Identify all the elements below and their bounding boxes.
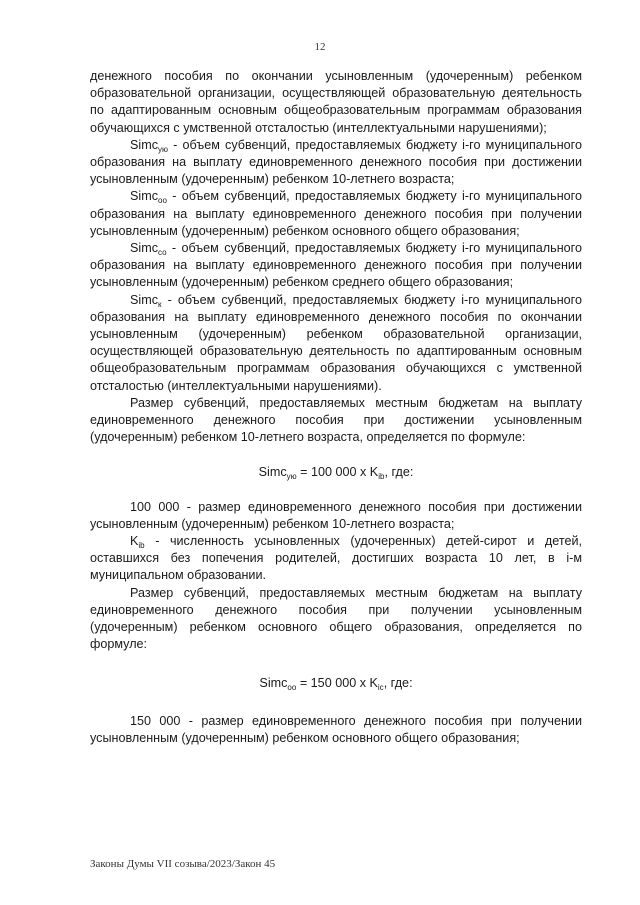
definition-text: - численность усыновленных (удочеренных) детей-сирот и детей, оставшихся без попечения родителей, достигших возраста 10 лет, в i-м муниципальном образовании. xyxy=(90,534,582,583)
formula-subscript: ую xyxy=(286,472,297,482)
definition-paragraph xyxy=(90,533,582,585)
formula-subscript: ib xyxy=(378,472,385,482)
definition-paragraph xyxy=(90,240,582,292)
formula-symbol: Simc xyxy=(259,675,288,690)
formula-subscript: оо xyxy=(287,682,297,692)
definition-text: - объем субвенций, предоставляемых бюджету i-го муниципального образования на выплату единовременного денежного пособия при достижении усыновленным (удочеренным) ребенком 10-летнего возраста; xyxy=(90,137,582,187)
symbol-subscript: со xyxy=(158,248,167,258)
definition-text: - объем субвенций, предоставляемых бюджету i-го муниципального образования на выплату единовременного денежного пособия при получении усыновленным (удочеренным) ребенком основного общего образования; xyxy=(90,189,582,238)
symbol: Simc xyxy=(130,292,158,307)
formula-body: = 100 000 x K xyxy=(296,465,379,480)
formula-symbol: Simc xyxy=(258,465,287,480)
page-number: 12 xyxy=(314,41,326,53)
definition-text: - объем субвенций, предоставляемых бюджету i-го муниципального образования на выплату единовременного денежного пособия при получении усыновленным (удочеренным) ребенком среднего общего образования; xyxy=(90,241,582,290)
formula-2 xyxy=(90,675,582,692)
symbol: Simc xyxy=(130,137,158,152)
document-body xyxy=(90,68,582,747)
definition-text: - объем субвенций, предоставляемых бюджету i-го муниципального образования на выплату единовременного денежного пособия по окончании усыновленным (удочеренным) ребенком образовательной организации, осуществляющей образовательную деятельность по адаптированным основным общеобразовательным программам образования обучающихся с умственной отсталостью (интеллектуальными нарушениями). xyxy=(90,292,582,393)
footer: Законы Думы VII созыва/2023/Закон 45 xyxy=(90,858,276,870)
symbol: Simc xyxy=(130,189,158,204)
definition-paragraph xyxy=(90,292,582,395)
formula-body: = 150 000 x K xyxy=(296,675,378,690)
paragraph: Размер субвенций, предоставляемых местным бюджетам на выплату единовременного денежного пособия при достижении усыновленным (удочеренным) ребенком 10-летнего возраста, определяется по формуле: xyxy=(90,395,582,445)
formula-1 xyxy=(90,464,582,481)
symbol: Simc xyxy=(130,241,158,256)
symbol-subscript: ib xyxy=(138,541,145,551)
paragraph: Размер субвенций, предоставляемых местным бюджетам на выплату единовременного денежного пособия при получении усыновленным (удочеренным) ребенком основного общего образования, определяется по формуле: xyxy=(90,585,582,652)
definition-paragraph xyxy=(90,137,582,189)
formula-subscript: ic xyxy=(377,682,384,692)
symbol-subscript: оо xyxy=(158,196,167,206)
paragraph: денежного пособия по окончании усыновленным (удочеренным) ребенком образовательной организации, осуществляющей образовательную деятельность по адаптированным основным общеобразовательным программам образования обучающихся с умственной отсталостью (интеллектуальными нарушениями); xyxy=(90,69,582,135)
paragraph: 150 000 - размер единовременного денежного пособия при получении усыновленным (удочеренным) ребенком основного общего образования; xyxy=(90,713,582,745)
symbol: K xyxy=(130,534,139,549)
symbol-subscript: к xyxy=(158,299,162,309)
formula-end: , где: xyxy=(383,675,413,690)
symbol-subscript: ую xyxy=(158,144,168,154)
paragraph: 100 000 - размер единовременного денежного пособия при достижении усыновленным (удочеренным) ребенком 10-летнего возраста; xyxy=(90,499,582,531)
definition-paragraph xyxy=(90,188,582,240)
formula-end: , где: xyxy=(384,465,414,480)
